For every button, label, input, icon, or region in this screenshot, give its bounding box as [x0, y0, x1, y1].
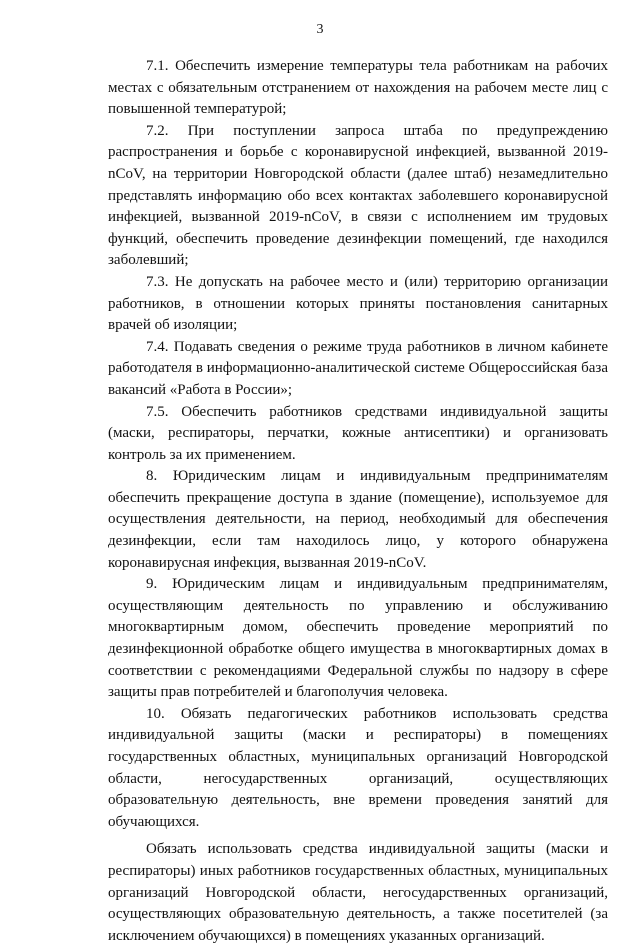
paragraph-9: 9. Юридическим лицам и индивидуальным предпринимателям, осуществляющим деятельность по управлению и обслуживанию многоквартирным домом, обеспечить проведение мероприятий по дезинфекционной обработке общего имущества в многоквартирных домах в соответствии с рекомендациями Федеральной службы по надзору в сфере защиты прав потребителей и благополучия человека. [108, 576, 608, 701]
paragraph-10: 10. Обязать педагогических работников использовать средства индивидуальной защиты (маски и респираторы) в помещениях государственных областных, муниципальных организаций Новгородской области, негосударственных организаций, осуществляющих образовательную деятельность, вне времени проведения занятий для обучающихся. [108, 705, 608, 830]
paragraph-7-5: 7.5. Обеспечить работников средствами индивидуальной защиты (маски, респираторы, перчатки, кожные антисептики) и организовать контроль за их применением. [108, 403, 608, 463]
paragraph-7-4: 7.4. Подавать сведения о режиме труда работников в личном кабинете работодателя в информационно-аналитической системе Общероссийская база вакансий «Работа в России»; [108, 338, 608, 398]
page-number: 3 [316, 22, 324, 37]
paragraph-7-3: 7.3. Не допускать на рабочее место и (или) территорию организации работников, в отношении которых приняты постановления санитарных врачей об изоляции; [108, 273, 608, 334]
paragraph-7-1: 7.1. Обеспечить измерение температуры тела работникам на рабочих местах с обязательным отстранением от нахождения на рабочем месте лиц с повышенной температурой; [108, 58, 608, 118]
paragraph-8: 8. Юридическим лицам и индивидуальным предпринимателям обеспечить прекращение доступа в здание (помещение), используемое для осуществления деятельности, на период, необходимый для обеспечения дезинфекции, если там находилось лицо, у которого обнаружена коронавирусная инфекция, вызванная 2019-nCoV. [108, 468, 608, 571]
paragraph-7-2: 7.2. При поступлении запроса штаба по предупреждению распространения и борьбе с коронавирусной инфекцией, вызванной 2019-nCoV, на территории Новгородской области (далее штаб) незамедлительно представлять информацию обо всех контактах заболевшего коронавирусной инфекцией, вызванной 2019-nCoV, в связи с исполнением им трудовых функций, обеспечить проведение дезинфекции помещений, где находился заболевший; [108, 122, 608, 269]
paragraph-10-continued: Обязать использовать средства индивидуальной защиты (маски и респираторы) иных работников государственных областных, муниципальных организаций Новгородской области, негосударственных организаций, осуществляющих образовательную деятельность, а также посетителей (за исключением обучающихся) в помещениях указанных организаций. [108, 841, 608, 944]
document-body [108, 56, 608, 947]
